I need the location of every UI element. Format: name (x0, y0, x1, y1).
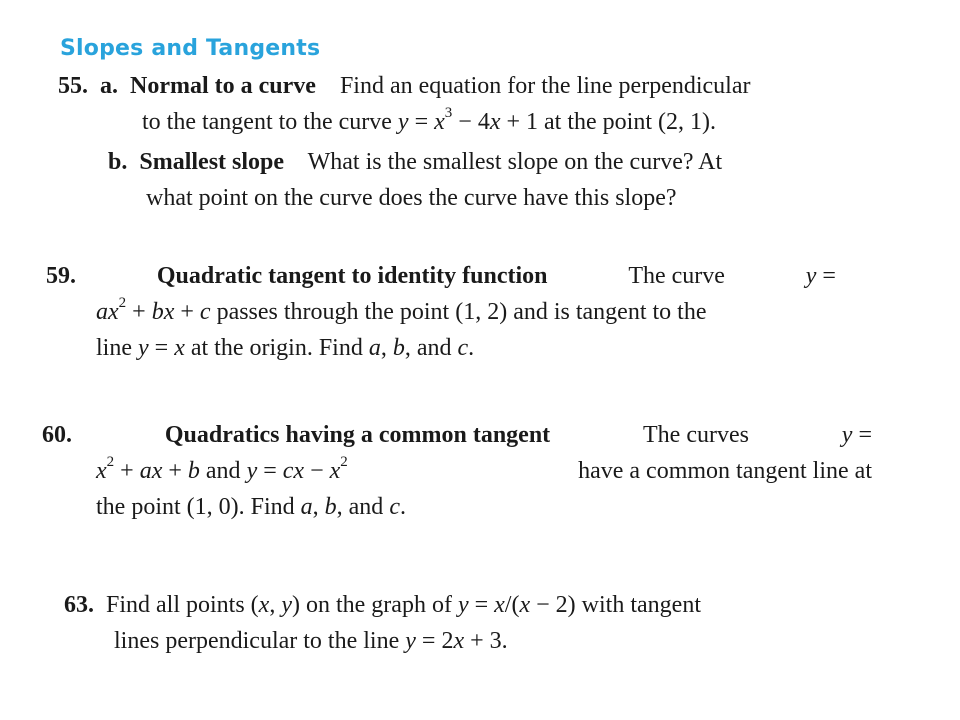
problem-text: at the origin. Find (190, 335, 363, 361)
problem-63-line-1: 63. Find all points (x, y) on the graph of y = x/(x − 2) with tangent (64, 587, 884, 623)
math-op: + (120, 458, 134, 484)
math-var: x (151, 458, 163, 484)
math-op: − (458, 109, 472, 135)
math-op: + (180, 299, 194, 325)
math-var: a (139, 458, 152, 484)
math-var: x (453, 628, 465, 654)
part-letter: a. (100, 73, 118, 99)
math-var: x (174, 335, 185, 361)
math-var: x (329, 458, 341, 484)
problem-text: to the tangent to the curve (142, 109, 392, 135)
problem-60-line-1 (42, 417, 872, 453)
math-var: x (293, 458, 305, 484)
math-num: 4 (477, 109, 490, 135)
math-var: x (108, 299, 119, 325)
problem-63-line-2 (64, 623, 884, 659)
problem-text: what point on the curve does the curve have this slope? (146, 185, 677, 211)
math-op: /( (504, 592, 520, 618)
math-var: c (282, 458, 294, 484)
math-num: 2 (441, 628, 454, 654)
math-num: 2) (555, 592, 576, 618)
math-op: + (132, 299, 146, 325)
problem-text: lines perpendicular to the line (114, 628, 400, 654)
math-var: y (281, 592, 292, 618)
math-op: − (310, 458, 324, 484)
problem-59 (46, 258, 836, 366)
problem-55a-line-2 (58, 104, 858, 140)
problem-55b-line-1 (58, 144, 858, 180)
math-op: = (474, 592, 489, 618)
problem-63 (64, 587, 884, 659)
problem-number: 59. (46, 263, 76, 289)
math-var: x (489, 109, 501, 135)
problem-text: at the point (2, 1). (544, 109, 716, 135)
problem-heading: Quadratics having a common tangent (164, 422, 551, 448)
math-exponent: 3 (444, 105, 453, 121)
math-var: y (805, 263, 817, 289)
math-var: b (151, 299, 164, 325)
math-var: x (434, 109, 445, 135)
problem-55a-line-1 (58, 68, 858, 104)
math-var: b (392, 335, 405, 361)
math-var: y (138, 335, 149, 361)
problem-text: the point (1, 0). Find (96, 494, 295, 520)
math-var: x (258, 592, 270, 618)
math-op: + (168, 458, 182, 484)
math-op: + (506, 109, 521, 135)
problem-heading: Normal to a curve (130, 73, 316, 99)
math-op: = (421, 628, 436, 654)
problem-text: Find an equation for the line perpendicular (339, 73, 751, 99)
math-var: y (397, 109, 409, 135)
math-var: y (841, 422, 853, 448)
math-var: x (494, 592, 505, 618)
problem-number: 60. (42, 422, 72, 448)
problem-text: and (205, 458, 241, 484)
math-var: y (457, 592, 469, 618)
section-title: Slopes and Tangents (60, 36, 321, 61)
math-num: 3. (489, 628, 508, 654)
problem-number: 63. (64, 592, 94, 618)
math-exponent: 2 (340, 454, 348, 470)
problem-text: and (416, 335, 452, 361)
problem-heading: Smallest slope (139, 149, 285, 175)
math-var: a (96, 299, 108, 325)
problem-60-line-2 (42, 453, 872, 489)
math-exponent: 2 (118, 295, 127, 311)
problem-text: What is the smallest slope on the curve? At (307, 149, 723, 175)
math-var: x (519, 592, 531, 618)
problem-text: line (96, 335, 132, 361)
problem-55b-line-2 (58, 180, 858, 216)
math-op: = (858, 422, 872, 448)
math-var: x (96, 458, 107, 484)
math-var: a (368, 335, 381, 361)
math-var: b (187, 458, 200, 484)
problem-59-line-2 (46, 294, 836, 330)
problem-60-line-3: the point (1, 0). Find a, b, and c. (96, 494, 406, 520)
problem-number: 55. (58, 73, 88, 99)
problem-text: and (348, 494, 384, 520)
problem-text: passes through the point (1, 2) and is tangent to the (216, 299, 707, 325)
math-var: c (199, 299, 211, 325)
problem-text: with tangent (581, 592, 701, 618)
problem-text: The curves (643, 422, 749, 448)
math-op: − (536, 592, 550, 618)
math-exponent: 2 (106, 454, 115, 470)
math-var: c (457, 335, 469, 361)
math-var: y (246, 458, 258, 484)
math-var: x (163, 299, 175, 325)
problem-text: ) on the graph of (291, 592, 452, 618)
problem-text: have a common tangent line at (578, 458, 872, 484)
math-var: a (300, 494, 313, 520)
math-var: c (389, 494, 400, 520)
math-var: b (324, 494, 337, 520)
math-op: = (414, 109, 429, 135)
math-op: = (822, 263, 836, 289)
math-op: = (263, 458, 277, 484)
part-letter: b. (108, 149, 128, 175)
math-var: y (405, 628, 416, 654)
problem-60 (42, 417, 872, 525)
problem-55 (58, 68, 858, 216)
math-op: + (470, 628, 484, 654)
math-op: = (154, 335, 169, 361)
problem-59-line-3: line y = x at the origin. Find a, b, and c. (96, 335, 475, 361)
problem-text: Find all points ( (106, 592, 259, 618)
problem-59-line-1 (46, 258, 836, 294)
problem-text: The curve (628, 263, 725, 289)
math-num: 1 (526, 109, 539, 135)
problem-heading: Quadratic tangent to identity function (156, 263, 548, 289)
